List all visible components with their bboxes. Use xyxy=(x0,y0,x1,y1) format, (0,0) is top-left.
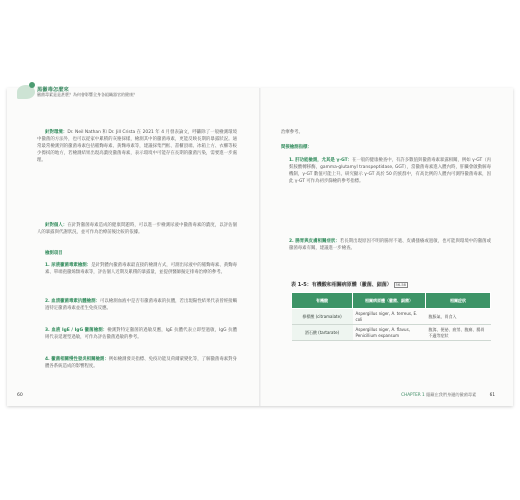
open-book-spread xyxy=(7,88,513,406)
list-title-tests: 檢測項目 xyxy=(45,251,63,256)
table-cell-pathogens: Aspergillus niger, A. terreus, E. coli xyxy=(353,309,426,325)
left-page xyxy=(7,88,259,406)
test-item-4-text: 例如檢測發炎指標、免疫功能及荷爾蒙變化等，了解黴菌毒素對身體各系統造成的影響程度。 xyxy=(45,357,237,370)
paragraph-personal xyxy=(37,222,237,236)
organic-acid-table xyxy=(291,292,491,341)
right-page xyxy=(261,88,513,406)
running-footer xyxy=(401,392,495,398)
body-personal: 在針對黴菌毒素造成的健康問題時，可以進一步檢測尿液中黴菌毒素的濃度，以評估個人的暴露與代謝狀況，並可作為治療前後比較的依據。 xyxy=(37,223,237,236)
footer-chapter: CHAPTER 1 xyxy=(401,392,425,397)
table-row xyxy=(292,309,491,325)
page-number-left: 60 xyxy=(17,393,23,398)
test-item-2-text: 可以檢測血液中是否有黴菌毒素的抗體，若出現陽性結果代表曾經接觸過特定黴菌毒素並產生免疫反應。 xyxy=(45,299,237,312)
table-cell-symptoms: 腹脹氣、胃食入 xyxy=(426,309,491,325)
test-item-1-text: 是針對體內黴菌毒素最直接的檢測方式，可測出尿液中的赭麴毒素、黃麴毒素、單端孢黴烯類毒素等，評估個人近期及累積的暴露量，並提供醫師擬定排毒治療的參考。 xyxy=(45,263,237,276)
table-header-row xyxy=(292,293,491,309)
list-title-indirect: 間接檢測指標： xyxy=(281,145,312,150)
test-item-2-lead: 2. 血清黴菌毒素抗體檢測： xyxy=(45,299,100,304)
lead-environment: 針對環境： xyxy=(45,130,68,135)
test-item-4 xyxy=(45,356,237,370)
table-title-text: 表 1-5：有機酸和相關病原體（黴菌、細菌） xyxy=(291,282,392,288)
table-header-pathogens: 相關病原體（黴菌、細菌） xyxy=(353,293,426,309)
table-cell-symptoms: 腹瀉、便祕、疲勞、腹痛、腸胃不適等症狀 xyxy=(426,325,491,341)
indirect-item-2 xyxy=(289,238,491,252)
table-cell-acid: 檸檬酸 (citramalate) xyxy=(292,309,353,325)
indirect-item-1-text: 在一般的健康檢查中，有許多數值與黴菌毒素暴露相關，例如 γ-GT（丙麩胺酸轉移酶，gamma-glutamyl transpeptidase, GGT），當黴菌毒素進入體內時，肝臟會啟動解毒機制，γ-GT 數值可能上升。研究顯示 γ-GT 高於 50 的族群中，有高比例的人體內可測得黴菌毒素，因此 γ-GT 可作為初步篩檢的參考指標。 xyxy=(289,158,491,185)
table-cell-acid: 酒石酸 (tartarate) xyxy=(292,325,353,341)
test-item-2 xyxy=(45,298,237,312)
table-cell-pathogens: Aspergillus niger, A. flavus, Penicillium expansum xyxy=(353,325,426,341)
test-item-4-lead: 4. 黴菌相關慢性發炎相關檢測： xyxy=(45,357,109,362)
test-item-3 xyxy=(45,327,237,341)
table-header-symptoms: 相關症狀 xyxy=(426,293,491,309)
indirect-item-1 xyxy=(289,157,491,185)
dot-icon xyxy=(29,82,35,88)
test-item-3-lead: 3. 血液 IgE / IgG 黴菌檢測： xyxy=(45,328,108,333)
lead-personal: 針對個人： xyxy=(45,223,68,228)
table-title xyxy=(291,281,408,288)
body-environment: Dr. Neil Nathan 和 Dr. Jill Crista 在 2021 年 4 月發表論文，呼籲除了一般檢測環境中黴菌的方法外，也可以從家中累積的灰塵採樣，檢測其中的黴菌毒素，更能反映長期的暴露狀況。通常最常檢測到的黴菌毒素包括赭麴毒素、黃麴毒素等，建議採集門框、書櫃頂端、冰箱上方、衣櫃等較少擦拭的地方，若檢測結果出現高濃度黴菌毒素，表示環境中可能存在長期的黴菌污染，需要進一步處理。 xyxy=(37,130,237,164)
page-number-right: 61 xyxy=(489,392,495,397)
table-reference: 56-58 xyxy=(395,283,406,287)
test-item-3-text: 檢測對特定黴菌的過敏反應，IgE 抗體代表立即型過敏，IgG 抗體則代表延遲型過敏，可作為評估黴菌過敏的參考。 xyxy=(45,328,237,341)
running-header-subtitle: 黴菌毒素是是甚麼？為何會影響全身各組織器官的健康？ xyxy=(37,92,137,97)
running-header-title: 黑黴毒怎麼來 xyxy=(37,87,69,93)
table-row xyxy=(292,325,491,341)
table-header-acid: 有機酸 xyxy=(292,293,353,309)
paragraph-environment xyxy=(37,129,237,164)
footer-text: 隱藏在我們身邊的黴菌毒素 xyxy=(426,392,477,397)
right-intro: 治療參考。 xyxy=(281,130,303,135)
test-item-1 xyxy=(45,262,237,276)
indirect-item-1-lead: 1. 肝功能檢測，尤其是 γ-GT： xyxy=(289,158,353,163)
indirect-item-2-text: 若長期出現原因不明的腸胃不適、皮膚搔癢或過敏，也可能與環境中的黴菌或黴菌毒素有關，建議進一步檢查。 xyxy=(289,239,491,252)
indirect-item-2-lead: 2. 腸胃與皮膚相關症狀： xyxy=(289,239,340,244)
test-item-1-lead: 1. 尿液黴菌毒素檢測： xyxy=(45,263,92,268)
